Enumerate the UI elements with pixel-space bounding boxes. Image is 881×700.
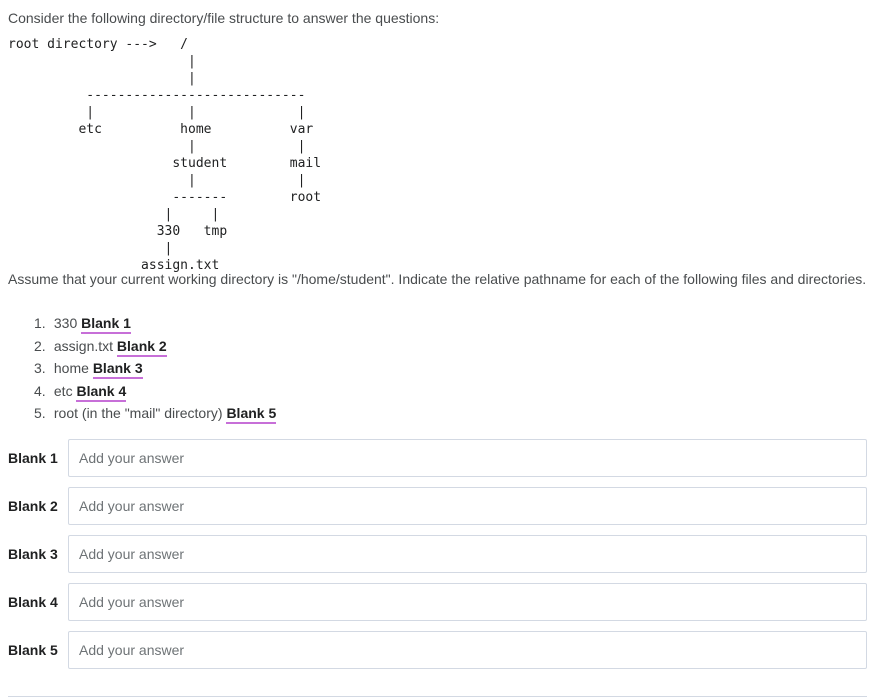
blank-reference-5[interactable]: Blank 5 — [226, 405, 276, 424]
answer-label-2: Blank 2 — [8, 498, 58, 514]
question-text: etc — [53, 382, 73, 399]
question-number: 1. — [34, 315, 46, 331]
answer-label-4: Blank 4 — [8, 594, 58, 610]
answer-input-2[interactable] — [68, 487, 867, 525]
answer-row-3 — [8, 535, 867, 573]
question-number: 3. — [34, 360, 46, 376]
blank-reference-2[interactable]: Blank 2 — [117, 338, 167, 357]
question-text: root (in the "mail" directory) — [53, 405, 223, 421]
question-item — [34, 380, 276, 403]
answer-label-1: Blank 1 — [8, 450, 58, 466]
answer-row-1 — [8, 439, 867, 477]
question-number: 5. — [34, 405, 46, 421]
question-item — [34, 335, 276, 358]
answer-label-5: Blank 5 — [8, 642, 58, 658]
answer-input-1[interactable] — [68, 439, 867, 477]
answer-row-2 — [8, 487, 867, 525]
question-item — [34, 312, 276, 335]
answer-input-5[interactable] — [68, 631, 867, 669]
question-number: 2. — [34, 337, 46, 354]
answer-row-5 — [8, 631, 867, 669]
blank-reference-3[interactable]: Blank 3 — [93, 360, 143, 379]
question-number: 4. — [34, 382, 46, 399]
question-item — [34, 357, 276, 380]
question-text: 330 — [53, 315, 78, 331]
question-item — [34, 402, 276, 425]
answer-row-4 — [8, 583, 867, 621]
answer-fields — [8, 439, 867, 679]
directory-tree: root directory ---> / | | ---------------------------- | | | etc home var | | student mail | | ------- root | | 330 tmp | assign.txt — [8, 37, 322, 273]
blank-reference-4[interactable]: Blank 4 — [76, 383, 126, 402]
answer-input-3[interactable] — [68, 535, 867, 573]
intro-text: Consider the following directory/file structure to answer the questions: — [8, 10, 440, 26]
question-list — [34, 312, 276, 425]
blank-reference-1[interactable]: Blank 1 — [81, 315, 131, 334]
question-text: home — [53, 360, 89, 376]
instructions-text: Assume that your current working directory is "/home/student". Indicate the relative pathname for each of the following files and directories. — [8, 271, 867, 287]
answer-input-4[interactable] — [68, 583, 867, 621]
bottom-divider — [8, 696, 867, 697]
question-text: assign.txt — [53, 337, 114, 354]
answer-label-3: Blank 3 — [8, 546, 58, 562]
